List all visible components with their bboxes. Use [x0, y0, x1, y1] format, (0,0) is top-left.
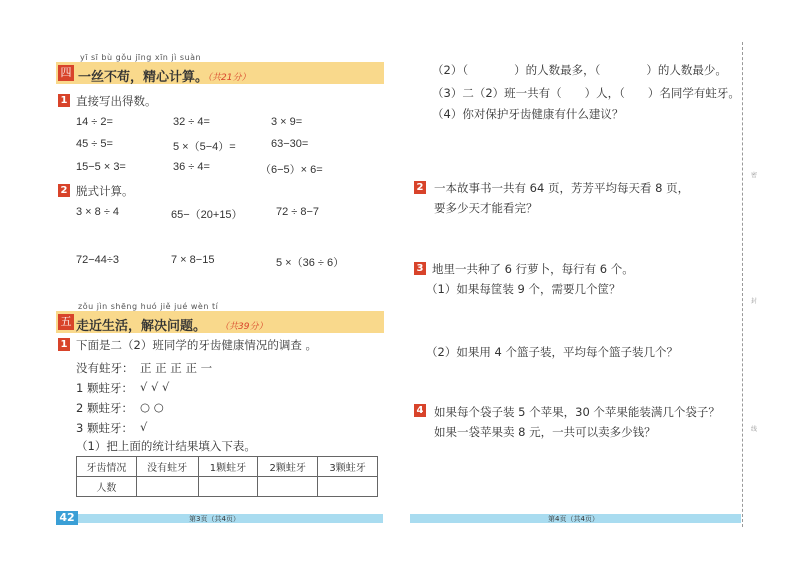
tally-label: 1 颗蛀牙：: [76, 381, 133, 395]
section4-points: （共21分）: [203, 73, 251, 83]
s5-q3-line1: 地里一共种了 6 行萝卜，每行有 6 个。: [432, 262, 634, 276]
left-footer-bar: [56, 514, 383, 523]
math-item: 3 × 9=: [271, 116, 303, 128]
section5-badge: 五: [58, 314, 74, 330]
s4-q2-number: 2: [58, 184, 70, 197]
table-header-cell: 1颗蛀牙: [198, 457, 258, 477]
math-item: 14 ÷ 2=: [76, 116, 113, 128]
tally-label: 没有蛀牙：: [76, 361, 134, 375]
math-item: （6−5）× 6=: [260, 164, 323, 176]
table-header-cell: 牙齿情况: [77, 457, 137, 477]
left-footer-text: 第3页（共4页）: [189, 515, 240, 523]
s4-q1-number: 1: [58, 94, 70, 107]
tally-marks: √ √ √: [140, 380, 170, 394]
margin-mark: 密: [751, 172, 758, 179]
s5-q1-sub3: （3）二（2）班一共有（ ）人，（ ）名同学有蛀牙。: [432, 86, 740, 100]
tally-label: 2 颗蛀牙：: [76, 401, 133, 415]
margin-mark: 封: [751, 298, 758, 305]
section5-pinyin: zǒu jìn shēng huó jiě jué wèn tí: [78, 302, 219, 311]
math-item: 5 ×（36 ÷ 6）: [276, 257, 345, 269]
s4-q2-prompt: 脱式计算。: [76, 184, 134, 198]
section4-badge: 四: [58, 65, 74, 81]
math-item: 63−30=: [271, 138, 309, 150]
survey-table: [76, 456, 378, 497]
s5-q4-line2: 如果一袋苹果卖 8 元，一共可以卖多少钱？: [434, 425, 656, 439]
math-item: 72−44÷3: [76, 254, 120, 266]
table-header-cell: 2颗蛀牙: [258, 457, 318, 477]
section5-points: （共39分）: [220, 322, 268, 332]
s5-q1-sub1: （1）把上面的统计结果填入下表。: [76, 439, 256, 453]
tally-marks: √: [140, 420, 148, 434]
table-header-cell: 3颗蛀牙: [318, 457, 378, 477]
s5-q2-line2: 要多少天才能看完？: [434, 201, 538, 215]
table-row-label: 人数: [77, 477, 137, 497]
tally-marks: 正 正 正 正 一: [140, 361, 213, 375]
math-item: 72 ÷ 8−7: [276, 206, 320, 218]
s5-q1-sub4: （4）你对保护牙齿健康有什么建议？: [432, 107, 624, 121]
margin-mark: 线: [751, 426, 758, 433]
math-item: 32 ÷ 4=: [173, 116, 210, 128]
tally-marks: ○ ○: [140, 400, 164, 414]
table-answer-cell: [318, 477, 378, 497]
s5-q3-number: 3: [414, 262, 426, 275]
table-row: [77, 477, 378, 497]
math-item: 15−5 × 3=: [76, 161, 126, 173]
binding-dashed-line: [742, 42, 743, 527]
table-header-cell: 没有蛀牙: [136, 457, 198, 477]
s4-q1-prompt: 直接写出得数。: [76, 94, 157, 108]
right-footer-bar: [410, 514, 741, 523]
s5-q1-sub2: （2）（ ）的人数最多，（ ）的人数最少。: [432, 63, 727, 77]
table-answer-cell: [136, 477, 198, 497]
s5-q1-number: 1: [58, 338, 70, 351]
s5-q1-prompt: 下面是二（2）班同学的牙齿健康情况的调查 。: [76, 338, 317, 352]
math-item: 65−（20+15）: [171, 209, 243, 221]
table-answer-cell: [198, 477, 258, 497]
math-item: 3 × 8 ÷ 4: [76, 206, 120, 218]
page-number-badge: 42: [56, 511, 78, 525]
math-item: 36 ÷ 4=: [173, 161, 210, 173]
table-row: [77, 457, 378, 477]
math-item: 5 ×（5−4）=: [173, 141, 236, 153]
s5-q4-line1: 如果每个袋子装 5 个苹果，30 个苹果能装满几个袋子？: [434, 405, 720, 419]
s5-q3-sub2: （2）如果用 4 个篮子装，平均每个篮子装几个？: [426, 345, 678, 359]
section4-title: 一丝不苟，精心计算。: [78, 70, 209, 85]
right-footer-text: 第4页（共4页）: [548, 515, 599, 523]
tally-label: 3 颗蛀牙：: [76, 421, 133, 435]
section4-pinyin: yī sī bù gǒu jīng xīn jì suàn: [80, 53, 202, 62]
table-answer-cell: [258, 477, 318, 497]
s5-q2-number: 2: [414, 181, 426, 194]
section5-title: 走近生活，解决问题。: [76, 319, 207, 334]
s5-q2-line1: 一本故事书一共有 64 页，芳芳平均每天看 8 页，: [434, 181, 690, 195]
math-item: 45 ÷ 5=: [76, 138, 113, 150]
s5-q3-sub1: （1）如果每筐装 9 个，需要几个筐？: [426, 282, 621, 296]
s5-q4-number: 4: [414, 404, 426, 417]
math-item: 7 × 8−15: [171, 254, 215, 266]
